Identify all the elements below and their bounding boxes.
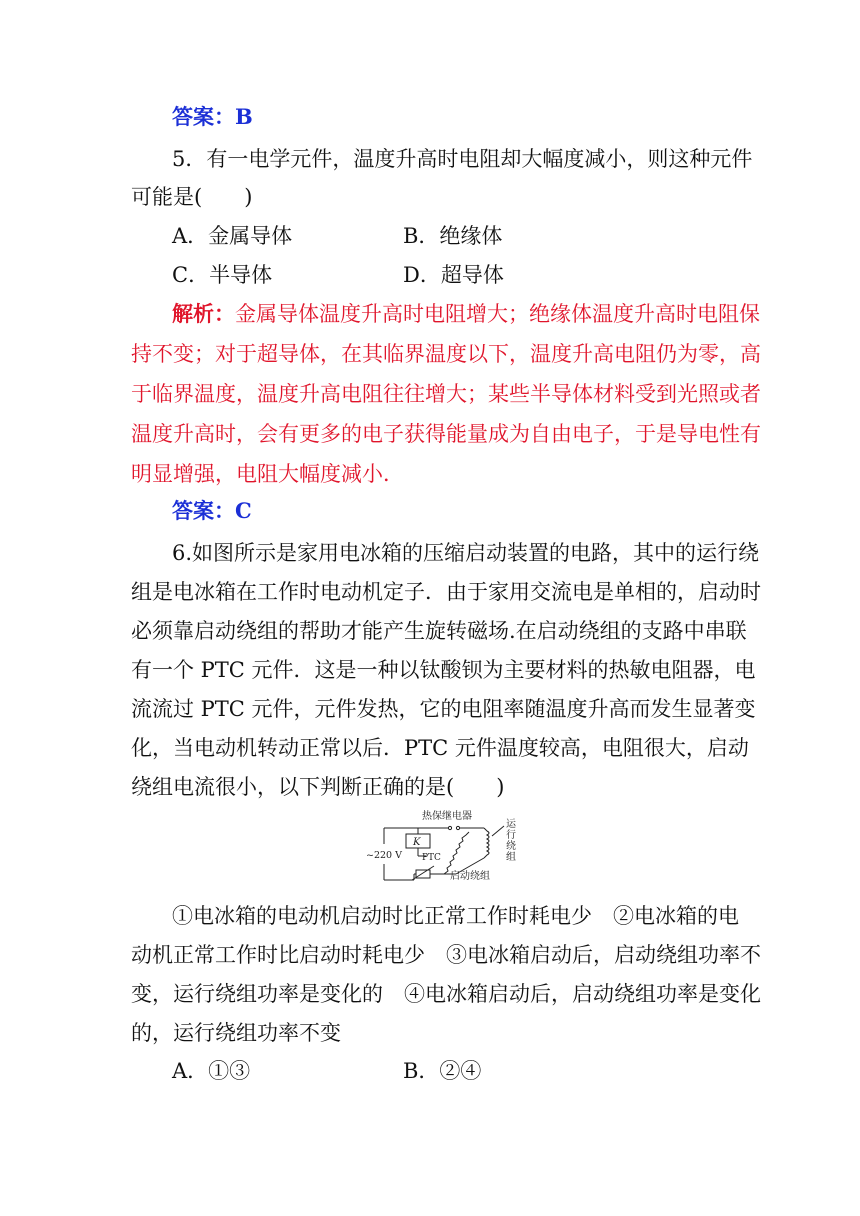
start-winding-label: 启动绕组 xyxy=(450,871,490,882)
q6-stem-line-3: 必须靠启动绕组的帮助才能产生旋转磁场.在启动绕组的支路中串联 xyxy=(131,619,747,643)
analysis-text: 金属导体温度升高时电阻增大；绝缘体温度升高时电阻保 xyxy=(235,302,760,326)
switch-k-label: K xyxy=(413,837,421,848)
answer-label: 答案： xyxy=(172,104,235,129)
q5-analysis-line-2: 持不变；对于超导体，在其临界温度以下，温度升高电阻仍为零，高 xyxy=(131,342,761,366)
q5-option-a: A．金属导体 xyxy=(172,224,293,248)
answer-value: C xyxy=(235,498,252,523)
q6-option-a: A．①③ xyxy=(172,1059,251,1083)
run-winding-label-3: 绕 xyxy=(506,841,516,852)
q5-analysis-line-3: 于临界温度，温度升高电阻往往增大；某些半导体材料受到光照或者 xyxy=(131,382,761,406)
q6-statements-line-2: 动机正常工作时比启动时耗电少 ③电冰箱启动后，启动绕组功率不 xyxy=(131,943,761,967)
answer-value: B xyxy=(235,104,253,129)
q6-stem-line-5: 流流过 PTC 元件，元件发热，它的电阻率随温度升高而发生显著变 xyxy=(131,697,756,721)
q6-statements-line-1: ①电冰箱的电动机启动时比正常工作时耗电少 ②电冰箱的电 xyxy=(172,904,739,928)
previous-answer xyxy=(172,104,772,130)
q5-analysis-line-5: 明显增强，电阻大幅度减小． xyxy=(131,462,404,486)
q5-analysis-line-1 xyxy=(172,301,760,327)
q5-answer xyxy=(172,498,772,524)
q5-stem-line-2: 可能是( ) xyxy=(131,185,253,209)
q6-option-b: B．②④ xyxy=(403,1059,482,1083)
relay-label: 热保继电器 xyxy=(422,811,472,822)
run-winding-label-2: 行 xyxy=(506,830,516,841)
q5-option-b: B．绝缘体 xyxy=(403,224,503,248)
q6-stem-line-4: 有一个 PTC 元件．这是一种以钛酸钡为主要材料的热敏电阻器，电 xyxy=(131,658,756,682)
q5-stem-line-1: 5．有一电学元件，温度升高时电阻却大幅度减小，则这种元件 xyxy=(172,147,753,171)
analysis-label: 解析： xyxy=(172,301,235,326)
q6-stem-line-2: 组是电冰箱在工作时电动机定子．由于家用交流电是单相的，启动时 xyxy=(131,580,761,604)
q5-analysis-line-4: 温度升高时，会有更多的电子获得能量成为自由电子，于是导电性有 xyxy=(131,422,761,446)
run-winding-label-1: 运 xyxy=(506,819,516,830)
q6-stem-line-1: 6.如图所示是家用电冰箱的压缩启动装置的电路，其中的运行绕 xyxy=(172,541,760,565)
q5-option-c: C．半导体 xyxy=(172,263,273,287)
q6-statements-line-3: 变，运行绕组功率是变化的 ④电冰箱启动后，启动绕组功率是变化 xyxy=(131,982,761,1006)
q6-stem-line-6: 化，当电动机转动正常以后．PTC 元件温度较高，电阻很大，启动 xyxy=(131,736,749,760)
circuit-diagram xyxy=(366,808,532,890)
q6-statements-line-4: 的，运行绕组功率不变 xyxy=(131,1021,341,1045)
run-winding-label-4: 组 xyxy=(506,852,516,863)
voltage-label: ~220 V xyxy=(366,850,402,861)
ptc-label: PTC xyxy=(422,853,441,863)
q6-stem-line-7: 绕组电流很小，以下判断正确的是( ) xyxy=(131,775,505,799)
answer-label: 答案： xyxy=(172,498,235,523)
q5-option-d: D．超导体 xyxy=(403,263,504,287)
